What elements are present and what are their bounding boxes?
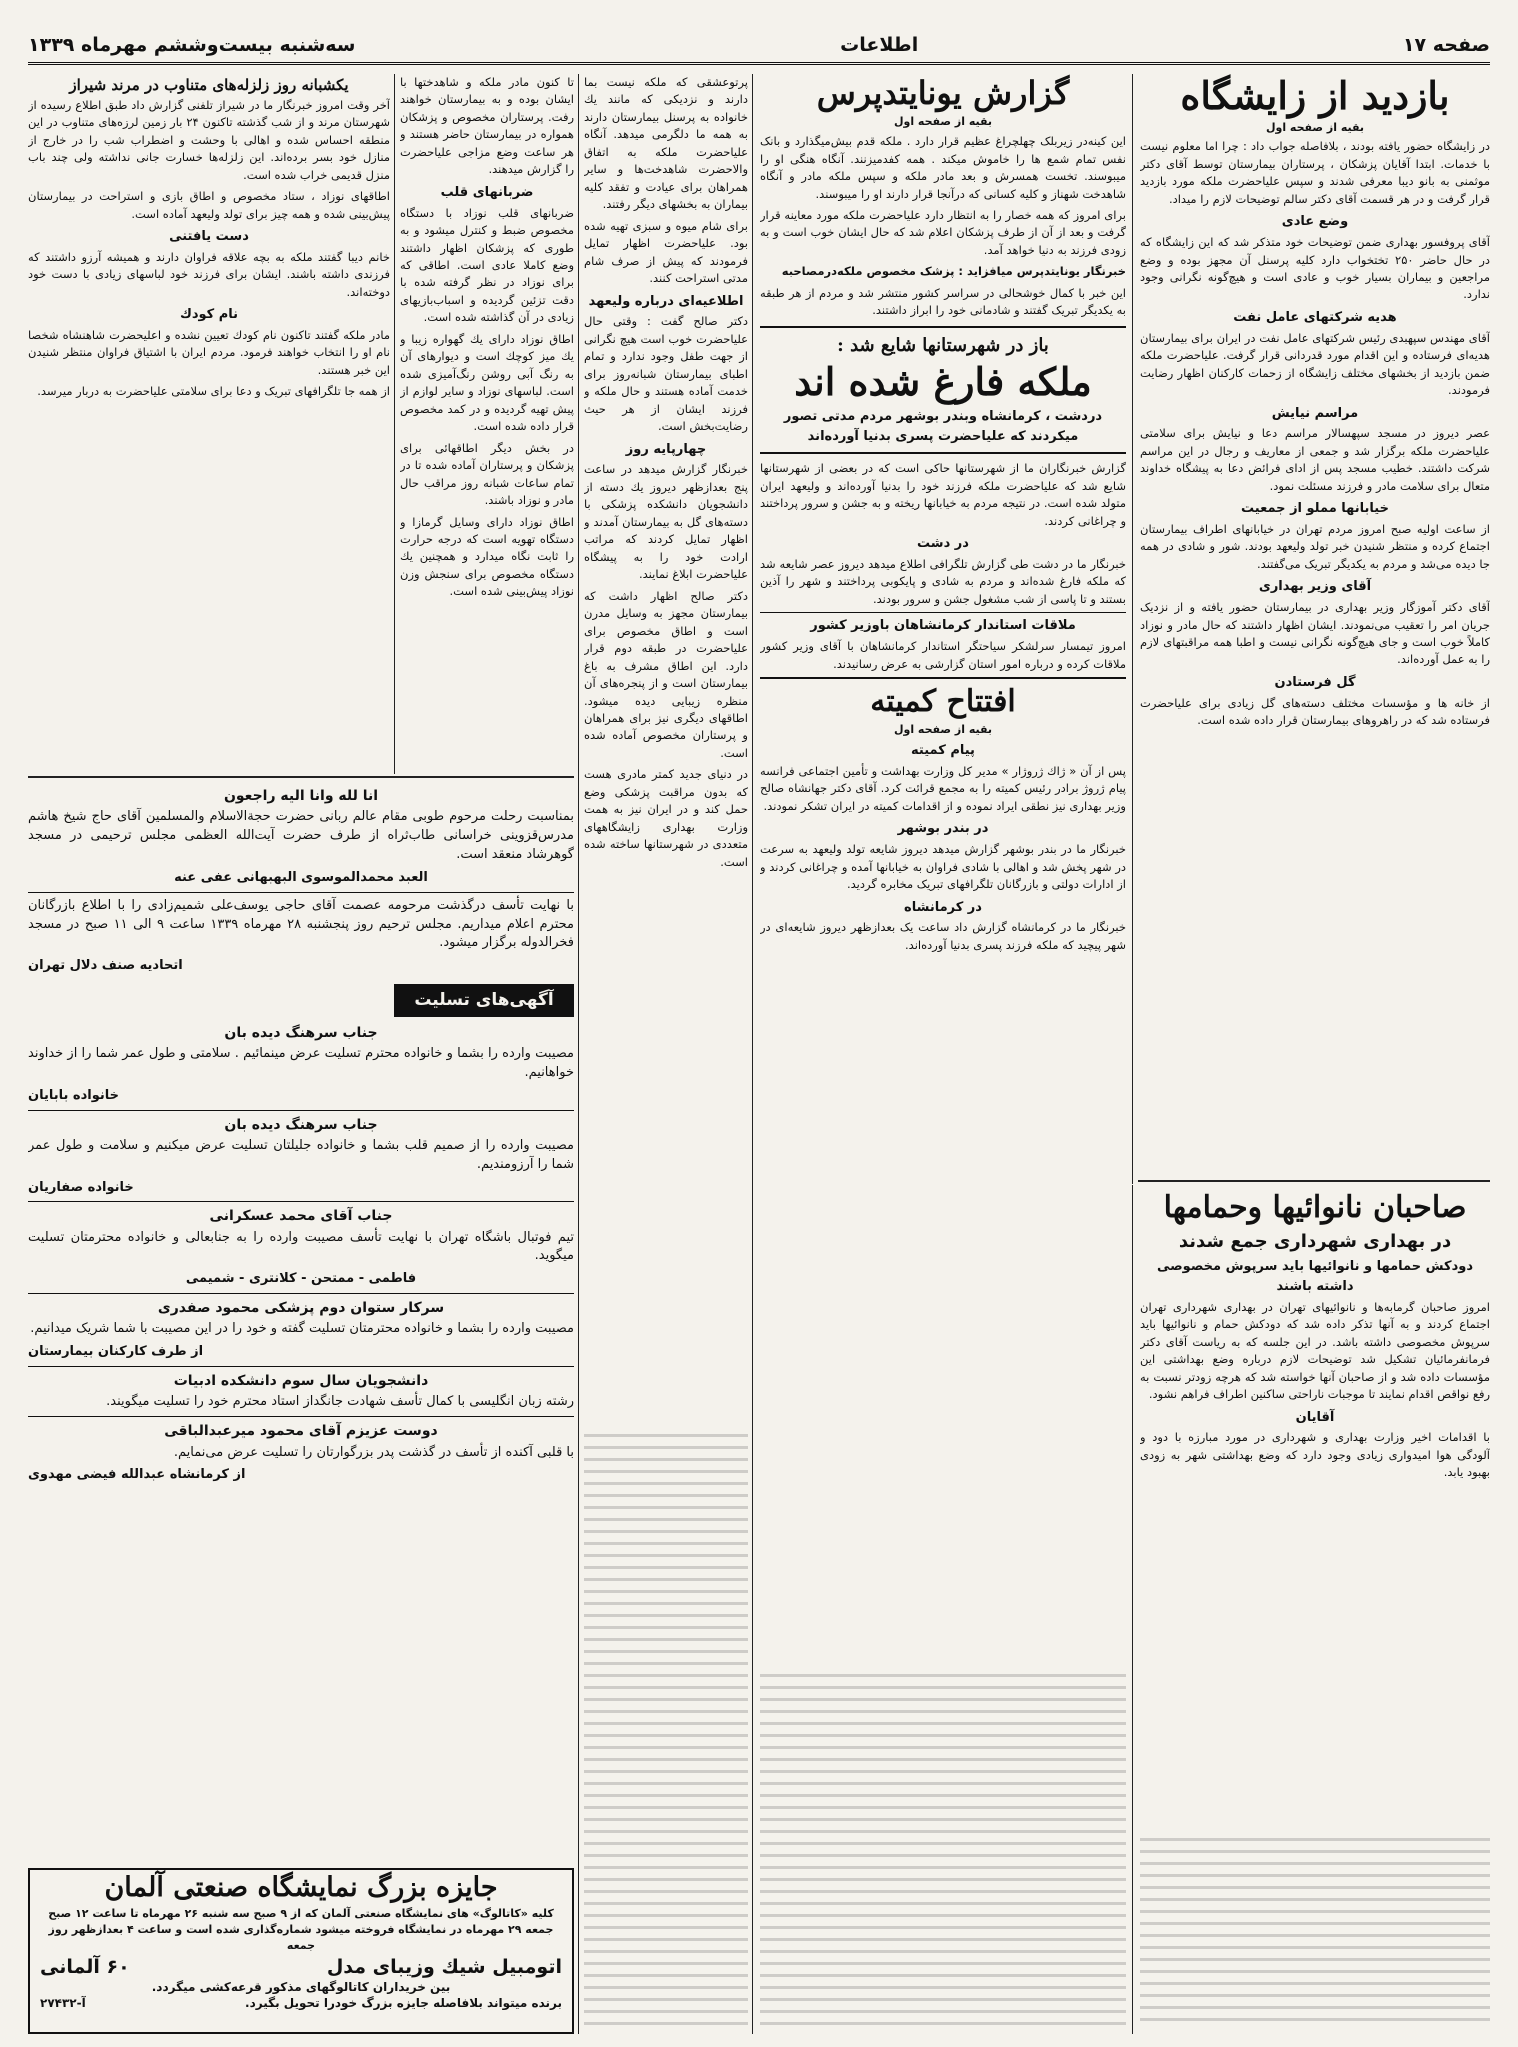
- paper-name: اطلاعات: [840, 34, 919, 56]
- notice-heading: جناب سرهنگ دیده بان: [224, 1024, 378, 1041]
- article-maternity-visit: بازدید از زایشگاه بقیه از صفحه اول در زایشگاه حضور یافته بودند ، بلافاصله جواب داد : چرا اما معلوم نیست با خدمات. ابتدا آقایان پزشکان ، پرستاران بیمارستان توسط آقای دکتر موثمنی به بانو دیبا معرفی شدند و سپس علیاحضرت ملکه مورد بازدید قرار گرفت و در هر قسمت آقای دکتر سالم توضیحات لازم را میداد. وضع عادی آقای پروفسور بهداری ضمن توضیحات خود متذکر شد که این زایشگاه که در حال حاضر ۲۵۰ تختخواب دارد کلیه پرسنل آن مجهز بوده و وضع مراجعین و بیماران بسیار خوب و عادی است و هیچ‌گونه نگرانی وجود ندارد. هدیه شرکتهای عامل نفت آقای مهندس سپهبدی رئیس شرکتهای عامل نفت در ایران برای بیمارستان هدیه‌ای فرستاده و این اقدام مورد قدردانی قرار گرفت. علیاحضرت ملکه ضمن بازدید از بخشهای مختلف زایشگاه از زحمات کارکنان اظهار رضایت فرمودند. مراسم نیایش عصر دیروز در مسجد سپهسالار مراسم دعا و نیایش برای سلامتی علیاحضرت ملکه برگزار شد و جمعی از معاریف و رجال در این مراسم شرکت داشتند. خطیب مسجد پس از ادای فرائض دعا به پیشگاه خداوند متعال برای سلامت مادر و فرزند مسئلت نمود. خیابانها مملو از جمعیت از ساعت اولیه صبح امروز مردم تهران در خیابانهای اطراف بیمارستان اجتماع کرده و منتظر شنیدن خبر تولد ولیعهد بودند. شور و شادی در همه جا دیده می‌شد و مردم به یکدیگر تبریک می‌گفتند. آقای وزیر بهداری آقای دکتر آموزگار وزیر بهداری در بیمارستان حضور یافته و از نزدیک جریان امر را تعقیب می‌نمودند. ایشان اظهار داشتند که حال مادر و نوزاد کاملاً خوب است و جای هیچ‌گونه نگرانی نیست و اطبا همه مراقبتهای لازم را به عمل آورده‌اند. گل فرستادن از خانه ها و مؤسسات مختلف دسته‌های گل زیادی برای علیاحضرت فرستاده شد که در راهروهای بیمارستان قرار داده شده است.: [1140, 74, 1490, 728]
- subhead: وضع عادی: [1281, 214, 1349, 230]
- headline: یکشبانه روز زلزله‌های متناوب در مرند شیراز: [69, 76, 349, 94]
- ad-code: آ-۲۷۴۳۲: [40, 1996, 86, 2011]
- subhead: مراسم نیایش: [1271, 405, 1359, 421]
- ad-car: اتومبیل شیك وزیبای مدل: [326, 1956, 562, 1979]
- subhead: هدیه شرکتهای عامل نفت: [1233, 309, 1397, 325]
- subhead: آقای وزیر بهداری: [1258, 579, 1372, 595]
- subhead: نام کودك: [179, 307, 239, 323]
- subhead: ملاقات استاندار کرمانشاهان باوزیر کشور: [760, 612, 1126, 636]
- headline-committee: افتتاح کمیته: [760, 677, 1126, 721]
- subhead: اطلاعیه‌ای درباره ولیعهد: [588, 293, 744, 309]
- ad-headline: جایزه بزرگ نمایشگاه صنعتی آلمان: [104, 1872, 498, 1903]
- headline: بازدید از زایشگاه: [1180, 74, 1450, 118]
- headline-rumor-b: ملکه فارغ شده اند: [794, 359, 1092, 405]
- notice-heading: انا لله وانا الیه راجعون: [223, 788, 379, 804]
- headline-rumor-a: باز در شهرستانها شایع شد :: [837, 334, 1049, 356]
- subheadline: در بهداری شهرداری جمع شدند: [1178, 1231, 1452, 1252]
- subhead: در کرمانشاه: [904, 899, 982, 915]
- condolence-strip: آگهی‌های تسلیت: [394, 984, 574, 1017]
- article-nursery: تا کنون مادر ملکه و شاهدختها با ایشان بوده و به بیمارستان خواهند رفت. پرستاران مخصوص و پزشکان همواره در بیمارستان حاضر هستند و هر ساعت وضع مزاجی علیاحضرت را گزارش میدهند. ضربانهای قلب ضربانهای قلب نوزاد با دستگاه مخصوص ضبط و کنترل میشود و به طوری که پزشکان اظهار داشتند وضع کاملا عادی است. اطاقی که برای نوزاد در نظر گرفته شده با دقت تزئین گردیده و اسباب‌بازیهای زیادی در آن گذاشته شده است. اطاق نوزاد دارای یك گهواره زیبا و یك میز کوچك است و دیوارهای آن به رنگ آبی روشن رنگ‌آمیزی شده است. لباسهای نوزاد و سایر لوازم از پیش تهیه گردیده و در کمد مخصوص قرار داده شده است. در بخش دیگر اطاقهائی برای پزشکان و پرستاران آماده شده تا در تمام ساعات شبانه روز مراقب حال مادر و نوزاد باشند. اطاق نوزاد دارای وسایل گرمازا و دستگاه تهویه است که درجه حرارت را ثابت نگاه میدارد و همچنین یك دستگاه مخصوص برای سنجش وزن نوزاد پیش‌بینی شده است.: [400, 75, 574, 599]
- notices-block: انا لله وانا الیه راجعون بمناسبت رحلت مرحوم طوبی مقام عالم ربانی حضرت حجةالاسلام والمسلمین آقای حاج شیخ هاشم مدرس‌قزوینی خراسانی طاب‌ثراه از طرف حضرت آیت‌الله العظمی مجلس ترحیمی در مسجد گوهرشاد منعقد است. العبد محمدالموسوی البهبهانی عفی عنه با نهایت تأسف درگذشت مرحومه عصمت آقای حاجی یوسف‌علی شمیم‌زادی را با اطلاع بازرگانان محترم اعلام میداریم. مجلس ترحیم روز پنجشنبه ۲۸ مهرماه ۱۳۳۹ ساعت ۹ الی ۱۱ صبح در مسجد فخرالدوله برگزار میشود. اتحادیه صنف دلال تهران آگهی‌های تسلیت جناب سرهنگ دیده بان مصیبت وارده را بشما و خانواده محترم تسلیت عرض مینمائیم . سلامتی و طول عمر شما را از خداوند خواهانیم. خانواده بابایان جناب سرهنگ دیده بان مصیبت وارده را از صمیم قلب بشما و خانواده جلیلتان تسلیت عرض میکنیم و سلامت و طول عمر شما را آرزومندیم. خانواده صفاریان جناب آقای محمد عسکرانی تیم فوتبال باشگاه تهران با نهایت تأسف مصیبت وارده را به جنابعالی و خانواده محترمتان تسلیت میگوید. فاطمی - ممتحن - کلانتری - شمیمی سرکار ستوان دوم پزشکی محمود صفدری مصیبت وارده را بشما و خانواده محترمتان تسلیت گفته و خود را در این مصیبت با شما شریک میدانیم. از طرف کارکنان بیمارستان دانشجویان سال سوم دانشکده ادبیات رشته زبان انگلیسی با کمال تأسف شهادت جانگداز استاد محترم خود را تسلیت میگویند. دوست عزیزم آقای محمود میرعبدالباقی با قلبی آکنده از تأسف در گذشت پدر بزرگوارتان را تسلیت عرض می‌نمایم. از کرمانشاه عبدالله فیضی مهدوی: [28, 788, 574, 1483]
- notice-heading: دانشجویان سال سوم دانشکده ادبیات: [173, 1373, 429, 1390]
- headline: گزارش یونایتدپرس: [816, 74, 1070, 112]
- notice-heading: جناب آقای محمد عسکرانی: [209, 1208, 393, 1225]
- subhead: ضربانهای قلب: [440, 184, 534, 200]
- article-earthquake: یکشبانه روز زلزله‌های متناوب در مرند شیراز آخر وقت امروز خبرنگار ما در شیراز تلفنی گزارش داد طبق اطلاع رسیده از شهرستان مرند و از شب گذشته تاکنون ۲۴ بار زمین لرزه‌های متناوب در این منطقه احساس شده و اهالی با وحشت و اضطراب شب را در خارج از منازل خود بسر برده‌اند. این زلزله‌ها خسارت جانی نداشته ولی چند باب منزل قدیمی خراب شده است. اطاقهای نوزاد ، ستاد مخصوص و اطاق بازی و استراحت در بیمارستان پیش‌بینی شده و همه چیز برای تولد ولیعهد آماده است. دست یافتنی خانم دیبا گفتند ملکه به بچه علاقه فراوان دارند و همیشه آرزو داشتند که فرزندی داشته باشند. ایشان برای فرزند خود لباسهای زیادی با دست خود دوخته‌اند. نام کودك مادر ملکه گفتند تاکنون نام کودك تعیین نشده و اعلیحضرت شاهنشاه شخصا نام او را انتخاب خواهند فرمود. مردم ایران با اشتیاق فراوان منتظر شنیدن این خبر هستند. از همه جا تلگرافهای تبریک و دعا برای سلامتی علیاحضرت به دربار میرسد.: [28, 76, 390, 399]
- article-bakeries-baths: صاحبان نانوائیها وحمامها در بهداری شهرداری جمع شدند دودکش حمامها و نانوائیها باید سرپوش مخصوصی داشته باشند امروز صاحبان گرمابه‌ها و نانوائیهای تهران در بهداری شهرداری تهران اجتماع کردند و به آنها تذکر داده شد که دودکش حمام و نانوائیها باید سرپوش مخصوصی داشته باشد. در این جلسه که به ریاست آقای دکتر فرمانفرمائیان تشکیل شد توضیحات لازم درباره وضع بهداشتی این مؤسسات داده شد و از صاحبان آنها خواسته شد که هرچه زودتر نسبت به رفع نواقص اقدام نمایند تا موجبات ناراحتی ساکنین اطراف فراهم نشود. آقایان با اقدامات اخیر وزارت بهداری و شهرداری در مورد مبارزه با دود و آلودگی هوا امیدواری زیادی وجود دارد که وضع بهداشتی شهر به زودی بهبود یابد.: [1140, 1190, 1490, 2030]
- german-exhibition-ad: جایزه بزرگ نمایشگاه صنعتی آلمان کلیه «کاتالوگ» های نمایشگاه صنعتی آلمان که از ۹ صبح سه شنبه ۲۶ مهرماه تا ساعت ۱۲ صبح جمعه ۲۹ مهرماه در نمایشگاه فروخته میشود شماره‌گذاری شده است و ساعت ۴ بعدازظهر روز جمعه اتومبیل شیك وزیبای مدل ۶۰ آلمانی بین خریداران کاتالوگهای مذکور قرعه‌کشی میگردد. برنده میتواند بلافاصله جایزه بزرگ خودرا تحویل بگیرد. آ-۲۷۴۳۲: [28, 1868, 574, 2034]
- article-up-report: گزارش یونایتدپرس بقیه از صفحه اول این کینه‌در زیربلک چهلچراغ عظیم قرار دارد . ملکه قدم بیش‌میگذارد و بانک نفس تمام شمع ها را خاموش میکند . همه کفدمیزنند. آنگاه هنگی او را میبوسند. تخست همسرش و بعد مادر ملکه و سپس ملکه مادر و آنگاه شاهدخت شهناز و کلیه کسانی که درآنجا قرار دارند او را میبوسند. برای امروز که همه خصار را به انتظار دارد علیاحضرت ملکه مورد معاینه قرار گرفت و بعد از آن از طرف پزشکان اعلام شد که حال ایشان خوب است و به زودی فرزند به دنیا خواهد آمد. خبرنگار یونایتدپرس میافزاید : پزشک مخصوص ملکه‌درمصاحبه این خبر با کمال خوشحالی در سراسر کشور منتشر شد و مردم از هر طبقه به یکدیگر تبریک گفتند و شادمانی خود را ابراز داشتند. باز در شهرستانها شایع شد : ملکه فارغ شده اند دردشت ، کرمانشاه وبندر بوشهر مردم مدتی تصور میکردند که علیاحضرت پسری بدنیا آورده‌اند گزارش خبرنگاران ما از شهرستانها حاکی است که در بعضی از شهرستانها شایع شد که علیاحضرت ملکه فرزند خود را بدنیا آورده‌اند و ولیعهد ایران متولد شده است. در نتیجه مردم به خیابانها ریخته و به جشن و سرور پرداختند و چراغانی کردند. در دشت خبرنگار ما در دشت طی گزارش تلگرافی اطلاع میدهد دیروز عصر شایعه شد که ملکه فارغ شده‌اند و مردم به شادی و پایکوبی پرداختند و شهر را آذین بستند و تا پاسی از شب مشغول جشن و سرور بودند. ملاقات استاندار کرمانشاهان باوزیر کشور امروز تیمسار سرلشکر سیاحتگر استاندار کرمانشاهان با آقای وزیر کشور ملاقات کرده و درباره امور استان گزارشی به عرض رسانیدند. افتتاح کمیته بقیه از صفحه اول پیام کمیته پس از آن « ژاك ژروژار » مدیر کل وزارت بهداشت و تأمین اجتماعی فرانسه پیام ژروژ برادر رئیس کمیته را به مجمع قرائت کرد. آقای دکتر جهانشاه صالح وزیر بهداری نیز نطقی ایراد نموده و از اقدامات کمیته در ایران تشکر نمودند. در بندر بوشهر خبرنگار ما در بندر بوشهر گزارش میدهد دیروز شایعه تولد ولیعهد به سرعت در شهر پخش شد و اهالی با شادی فراوان به خیابانها آمده و چراغانی کردند و از ادارات دولتی و بازرگانان تلگرافهای تبریک مخابره گردید. در کرمانشاه خبرنگار ما در کرمانشاه گزارش داد ساعت یک بعدازظهر دیروز شایعه‌ای در شهر پیچید که ملکه فرزند پسری بدنیا آورده‌اند.: [760, 74, 1126, 2034]
- subhead: پیام کمیته: [911, 743, 975, 759]
- subhead: گل فرستادن: [1274, 674, 1356, 690]
- notice-heading: سرکار ستوان دوم پزشکی محمود صفدری: [157, 1300, 445, 1317]
- headline: صاحبان نانوائیها وحمامها: [1163, 1190, 1467, 1225]
- subhead: خیابانها مملو از جمعیت: [1241, 501, 1389, 517]
- subhead: چهارپایه روز: [625, 441, 707, 457]
- page-number: صفحه ۱۷: [1402, 34, 1490, 56]
- masthead: [28, 28, 1490, 65]
- subhead: در بندر بوشهر: [897, 821, 989, 837]
- subhead: دست یافتنی: [169, 229, 249, 245]
- subhead: در دشت: [917, 536, 969, 552]
- issue-date: سه‌شنبه بیست‌وششم مهرماه ۱۳۳۹: [28, 34, 356, 56]
- notice-heading: جناب سرهنگ دیده بان: [224, 1116, 378, 1133]
- ad-year: ۶۰ آلمانی: [40, 1956, 130, 1979]
- notice-heading: دوست عزیزم آقای محمود میرعبدالباقی: [164, 1423, 438, 1440]
- article-hospital-continued: پرتو‌عشقی که ملکه نیست بما دارند و نزدیکی که مانند یك خانواده به پرسنل بیمارستان دارند به همه ما دلگرمی میدهد. آنگاه علیاحضرت ملکه به اتفاق والاحضرت شاهدخت‌ها و سایر همراهان برای عیادت و تفقد کلیه بیماران به بخشهای دیگر رفتند. برای شام میوه و سبزی تهیه شده بود. علیاحضرت اظهار تمایل فرمودند که پیش از صرف شام مدتی استراحت کنند. اطلاعیه‌ای درباره ولیعهد دکتر صالح گفت : وقتی حال علیاحضرت خوب است هیچ نگرانی از جهت طفل وجود ندارد و تمام اطبای بیمارستان شبانه‌روز برای خدمت آماده هستند و حال ملکه و فرزند ایشان از هر حیث رضایت‌بخش است. چهارپایه روز خبرنگار گزارش میدهد در ساعت پنج بعدازظهر دیروز یك دسته از دانشجویان دانشکده پزشکی با دسته‌های گل به بیمارستان آمدند و اظهار تمایل کردند که مراتب ارادت خود را به پیشگاه علیاحضرت ابلاغ نمایند. دکتر صالح اظهار داشت که بیمارستان مجهز به وسایل مدرن است و اطاق مخصوص برای علیاحضرت در طبقه دوم قرار دارد. این اطاق مشرف به باغ بیمارستان است و از پنجره‌های آن منظره زیبایی دیده میشود. اطاقهای دیگری نیز برای همراهان و پرستاران مخصوص آماده شده است. در دنیای جدید کمتر مادری هست که بدون مراقبت پزشکی وضع حمل کند و در ایران نیز به همت وزارت بهداری زایشگاههای متعددی در شهرستانها ساخته شده است.: [584, 74, 748, 2034]
